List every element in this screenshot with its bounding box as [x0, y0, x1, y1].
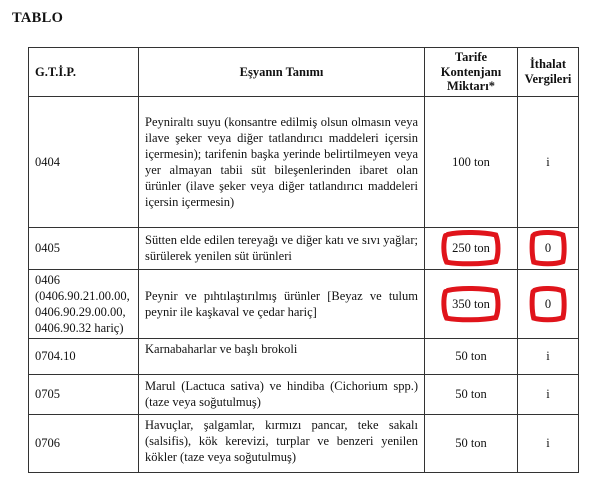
gtip-code-cell — [29, 269, 139, 338]
header-tariff-quota-line3: Miktarı* — [447, 79, 495, 93]
circled-quota — [442, 231, 500, 265]
duty-value: i — [546, 436, 550, 450]
header-import-duties — [518, 48, 579, 97]
tariff-quota-cell — [425, 338, 518, 374]
quota-value: 50 ton — [455, 349, 487, 363]
quota-value: 100 ton — [452, 154, 490, 169]
quota-value: 50 ton — [455, 387, 487, 401]
header-tariff-quota-line1: Tarife — [454, 50, 488, 64]
quota-value: 50 ton — [455, 436, 487, 450]
duty-value: 0 — [544, 296, 552, 311]
duty-value: i — [546, 387, 550, 401]
description-cell: Karnabaharlar ve başlı brokoli — [139, 338, 425, 374]
circled-duty — [531, 231, 565, 265]
duty-value: i — [546, 154, 550, 169]
tariff-quota-cell — [425, 227, 518, 269]
table-row — [29, 374, 579, 414]
gtip-code-line: 0404 — [35, 154, 60, 169]
import-duty-cell — [518, 96, 579, 227]
tariff-quota-cell — [425, 269, 518, 338]
header-description: Eşyanın Tanımı — [139, 48, 425, 97]
tariff-quota-cell — [425, 96, 518, 227]
gtip-code-line: 0705 — [35, 387, 60, 401]
table-row — [29, 96, 579, 227]
gtip-code-line: (0406.90.21.00.00, — [35, 288, 130, 303]
description-cell: Marul (Lactuca sativa) ve hindiba (Cichorium spp.) (taze veya soğutulmuş) — [139, 374, 425, 414]
description-cell: Peynir ve pıhtılaştırılmış ürünler [Beyaz ve tulum peynir ile kaşkaval ve çedar hariç] — [139, 269, 425, 338]
table-row — [29, 338, 579, 374]
header-import-duties-line2: Vergileri — [524, 71, 572, 86]
gtip-code-cell — [29, 374, 139, 414]
import-duty-cell — [518, 227, 579, 269]
header-import-duties-line1: İthalat — [529, 57, 567, 72]
gtip-code-line: 0406.90.32 hariç) — [35, 320, 124, 335]
circled-duty — [531, 287, 565, 321]
import-duty-cell — [518, 338, 579, 374]
gtip-code-line: 0405 — [35, 241, 60, 255]
table-row — [29, 227, 579, 269]
quota-value: 250 ton — [452, 241, 490, 255]
import-duty-cell — [518, 269, 579, 338]
gtip-code-cell — [29, 96, 139, 227]
table-heading: TABLO — [12, 10, 64, 26]
import-duty-cell — [518, 414, 579, 472]
duty-value: i — [546, 349, 550, 363]
description-cell: Peyniraltı suyu (konsantre edilmiş olsun olmasın veya ilave şeker veya diğer tatlandırıcı maddeleri içersin içermesin); tarifenin başka yerinde belirtilmeyen veya yer almayan tabii süt bileşenlerinden ibaret olan ürünler (ilave şeker veya diğer tatlandırıcı maddeleri içersin içermesin) — [139, 96, 425, 227]
description-cell: Sütten elde edilen tereyağı ve diğer katı ve sıvı yağlar; sürülerek yenilen süt ürünleri — [139, 227, 425, 269]
tariff-quota-cell — [425, 414, 518, 472]
header-tariff-quota — [425, 48, 518, 97]
table-row — [29, 269, 579, 338]
gtip-code-cell — [29, 227, 139, 269]
quota-value: 350 ton — [452, 296, 490, 311]
gtip-code-line: 0704.10 — [35, 349, 76, 363]
circled-quota — [442, 287, 500, 321]
tariff-quota-table — [28, 47, 579, 473]
import-duty-cell — [518, 374, 579, 414]
gtip-code-cell — [29, 338, 139, 374]
header-gtip: G.T.İ.P. — [29, 48, 139, 97]
description-cell: Havuçlar, şalgamlar, kırmızı pancar, teke sakalı (salsifis), kök kerevizi, turplar ve benzeri yenilen kökler (taze veya soğutulmuş) — [139, 414, 425, 472]
gtip-code-line: 0706 — [35, 436, 60, 450]
gtip-code-line: 0406 — [35, 272, 60, 287]
table-body — [29, 96, 579, 472]
gtip-code-line: 0406.90.29.00.00, — [35, 304, 126, 319]
table-row — [29, 414, 579, 472]
tariff-quota-cell — [425, 374, 518, 414]
gtip-code-cell — [29, 414, 139, 472]
duty-value: 0 — [544, 241, 552, 255]
header-tariff-quota-line2: Kontenjanı — [440, 64, 502, 79]
